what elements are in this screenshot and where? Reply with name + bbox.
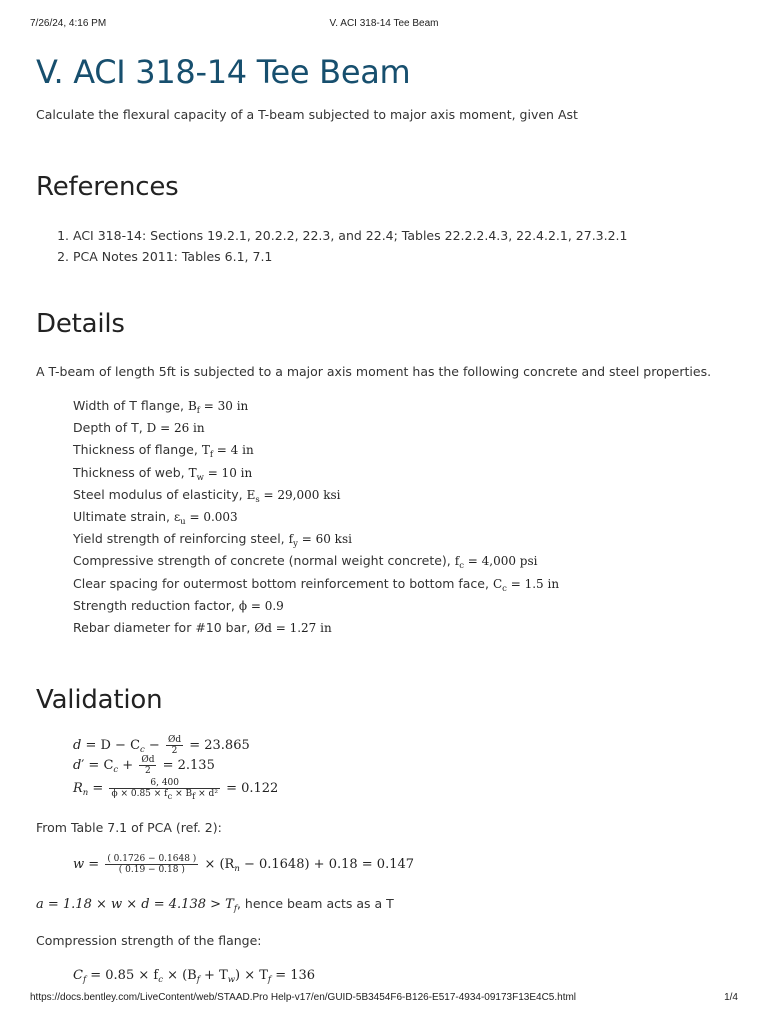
equation-cf: $C_f = 0.85 \times f_c \times (B_f + T_w) \times T_f = 136$	[73, 968, 316, 986]
fraction: $\frac{Ød}{2}$	[141, 755, 155, 777]
properties-list	[73, 395, 736, 639]
print-date: 7/26/24, 4:16 PM	[30, 18, 107, 29]
fraction: $\frac{6, 400}{\phi \times 0.85 \times f_c \times B_f \times d^2}$	[111, 778, 218, 803]
page-title: V. ACI 318-14 Tee Beam	[36, 53, 411, 91]
property-item: Depth of T, D = 26 in	[73, 420, 205, 436]
property-item: Thickness of web, $T_w = 10$ in	[73, 464, 253, 483]
fraction: $\frac{( 0.1726 - 0.1648 )}{( 0.19 - 0.18 )}$	[107, 854, 197, 876]
equation-d-prime: $d' = C_c$ + $\frac{Ød}{2}$ = 2.135	[73, 755, 215, 777]
equation-w: w = $\frac{( 0.1726 - 0.1648 )}{( 0.19 - 0.18 )}$ × $(R_n - 0.1648) + 0.18 = 0.147$	[73, 854, 415, 876]
intro-text: Calculate the flexural capacity of a T-beam subjected to major axis moment, given Ast	[36, 107, 578, 122]
equation-a-text: $a = 1.18 \times w \times d = 4.138 > T_f$, hence beam acts as a T	[36, 896, 394, 915]
page-number: 1/4	[724, 992, 738, 1003]
property-item: Thickness of flange, $T_f = 4$ in	[73, 442, 254, 461]
compression-heading: Compression strength of the flange:	[36, 933, 262, 949]
references-list	[36, 226, 736, 267]
print-footer	[0, 992, 768, 1008]
print-url: https://docs.bentley.com/LiveContent/web/STAAD.Pro Help-v17/en/GUID-5B3454F6-B126-E517-4934-09173F13E4C5.html	[30, 992, 577, 1003]
property-item: Ultimate strain, $\varepsilon_u = 0.003$	[73, 509, 238, 528]
equation-d: $d = D - C_c$ − $\frac{Ød}{2}$ = 23.865	[73, 735, 250, 757]
property-item: Compressive strength of concrete (normal weight concrete), $f_c = 4,000$ psi	[73, 553, 538, 572]
reference-item: 2. PCA Notes 2011: Tables 6.1, 7.1	[73, 247, 736, 268]
fraction: $\frac{Ød}{2}$	[167, 735, 182, 757]
property-item: Strength reduction factor, ϕ = 0.9	[73, 597, 284, 613]
property-item: Yield strength of reinforcing steel, $f_y = 60$ ksi	[73, 531, 352, 550]
property-item: Steel modulus of elasticity, $E_s = 29,000$ ksi	[73, 486, 341, 505]
document-content	[36, 50, 736, 988]
equation-rn: $R_n$ = $\frac{6, 400}{\phi \times 0.85 \times f_c \times B_f \times d^2}$ = 0.122	[73, 778, 279, 803]
property-item: Width of T flange, $B_f = 30$ in	[73, 398, 249, 416]
references-heading: References	[36, 172, 179, 202]
property-item: Clear spacing for outermost bottom reinforcement to bottom face, $C_c = 1.5$ in	[73, 575, 560, 594]
details-heading: Details	[36, 309, 125, 339]
property-item: Rebar diameter for #10 bar, Ød = 1.27 in	[73, 620, 332, 636]
details-intro: A T-beam of length 5ft is subjected to a major axis moment has the following concrete and steel properties.	[36, 364, 712, 379]
print-title: V. ACI 318-14 Tee Beam	[329, 18, 439, 29]
print-header	[0, 18, 768, 34]
validation-heading: Validation	[36, 685, 163, 716]
reference-item: 1. ACI 318-14: Sections 19.2.1, 20.2.2, 22.3, and 22.4; Tables 22.2.2.4.3, 22.4.2.1, 27.3.2.1	[73, 226, 736, 247]
table-reference-text: From Table 7.1 of PCA (ref. 2):	[36, 820, 222, 836]
